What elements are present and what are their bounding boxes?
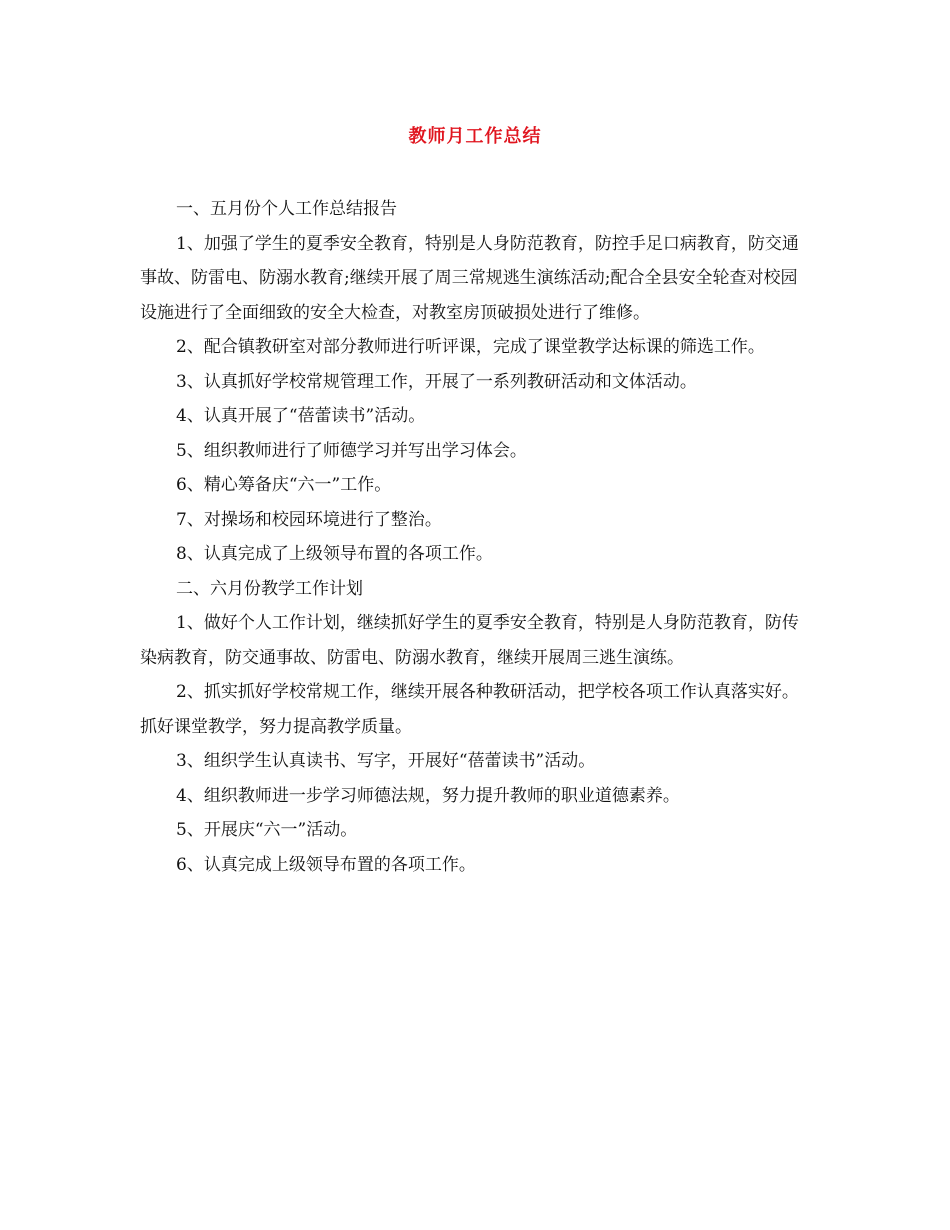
paragraph-may-5: 5、组织教师进行了师德学习并写出学习体会。 <box>176 440 527 461</box>
paragraph-june-1: 1、做好个人工作计划，继续抓好学生的夏季安全教育，特别是人身防范教育，防传染病教育，防交通事故、防雷电、防溺水教育，继续开展周三逃生演练。 <box>140 613 799 668</box>
paragraph-may-8: 8、认真完成了上级领导布置的各项工作。 <box>176 544 493 564</box>
paragraph-june-5: 5、开展庆“六一”活动。 <box>176 820 358 840</box>
document-body <box>140 192 812 882</box>
paragraph-may-6: 6、精心筹备庆“六一”工作。 <box>176 475 392 495</box>
paragraph-june-3: 3、组织学生认真读书、写字，开展好“蓓蕾读书”活动。 <box>176 751 596 771</box>
paragraph-may-4: 4、认真开展了“蓓蕾读书”活动。 <box>176 406 426 426</box>
paragraph-june-4: 4、组织教师进一步学习师德法规，努力提升教师的职业道德素养。 <box>176 785 680 806</box>
section-heading-may: 一、五月份个人工作总结报告 <box>176 199 397 219</box>
paragraph-may-2: 2、配合镇教研室对部分教师进行听评课，完成了课堂教学达标课的筛选工作。 <box>176 337 765 357</box>
section-heading-june: 二、六月份教学工作计划 <box>176 578 363 599</box>
paragraph-june-2: 2、抓实抓好学校常规工作，继续开展各种教研活动，把学校各项工作认真落实好。抓好课堂教学，努力提高教学质量。 <box>140 682 799 737</box>
paragraph-june-6: 6、认真完成上级领导布置的各项工作。 <box>176 854 476 875</box>
paragraph-may-3: 3、认真抓好学校常规管理工作，开展了一系列教研活动和文体活动。 <box>176 371 697 392</box>
paragraph-may-7: 7、对操场和校园环境进行了整治。 <box>176 509 442 530</box>
document-title: 教师月工作总结 <box>408 126 542 147</box>
paragraph-may-1: 1、加强了学生的夏季安全教育，特别是人身防范教育，防控手足口病教育，防交通事故、防雷电、防溺水教育;继续开展了周三常规逃生演练活动;配合全县安全轮查对校园设施进行了全面细致的安全大检查，对教室房顶破损处进行了维修。 <box>140 233 799 323</box>
